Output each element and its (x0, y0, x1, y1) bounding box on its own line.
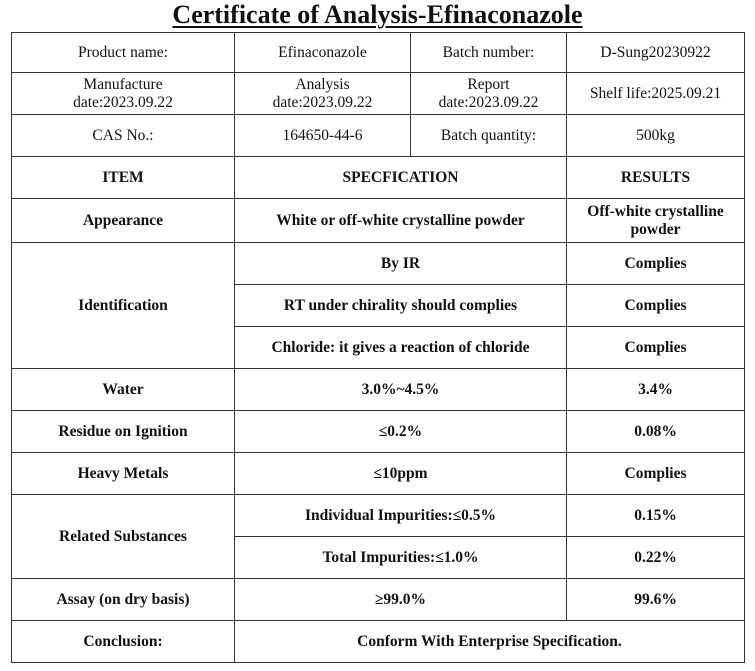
related-substances-spec-2: Total Impurities:≤1.0% (235, 537, 567, 579)
related-substances-result-1: 0.15% (567, 495, 745, 537)
assay-item: Assay (on dry basis) (12, 579, 235, 621)
cas-label: CAS No.: (12, 115, 235, 157)
batch-number-label: Batch number: (411, 33, 567, 73)
appearance-row (12, 199, 745, 243)
appearance-result (567, 199, 745, 243)
water-result: 3.4% (567, 369, 745, 411)
item-column-header: ITEM (12, 157, 235, 199)
identification-result-1: Complies (567, 243, 745, 285)
product-row (12, 33, 745, 73)
heavy-metals-result: Complies (567, 453, 745, 495)
analysis-date-cell (235, 73, 411, 115)
identification-item: Identification (12, 243, 235, 369)
water-item: Water (12, 369, 235, 411)
batch-quantity-label: Batch quantity: (411, 115, 567, 157)
manufacture-date-cell (12, 73, 235, 115)
manufacture-label: Manufacture (83, 75, 163, 93)
related-substances-spec-1: Individual Impurities:≤0.5% (235, 495, 567, 537)
manufacture-date: date:2023.09.22 (73, 93, 173, 111)
conclusion-text: Conform With Enterprise Specification. (235, 621, 745, 663)
heavy-metals-item: Heavy Metals (12, 453, 235, 495)
product-name-label: Product name: (12, 33, 235, 73)
water-spec: 3.0%~4.5% (235, 369, 567, 411)
related-substances-result-2: 0.22% (567, 537, 745, 579)
report-date: date:2023.09.22 (438, 93, 539, 111)
certificate-table (11, 32, 745, 663)
shelf-life-value: Shelf life:2025.09.21 (567, 73, 745, 115)
assay-result: 99.6% (567, 579, 745, 621)
results-column-header: RESULTS (567, 157, 745, 199)
dates-row (12, 73, 745, 115)
batch-number-value: D-Sung20230922 (567, 33, 745, 73)
cas-row (12, 115, 745, 157)
document-title: Certificate of Analysis-Efinaconazole (172, 0, 583, 29)
appearance-spec: White or off-white crystalline powder (235, 199, 567, 243)
identification-spec-2: RT under chirality should complies (235, 285, 567, 327)
heavy-metals-row (12, 453, 745, 495)
assay-row (12, 579, 745, 621)
residue-result: 0.08% (567, 411, 745, 453)
residue-item: Residue on Ignition (12, 411, 235, 453)
conclusion-label: Conclusion: (12, 621, 235, 663)
analysis-label: Analysis (295, 75, 350, 93)
assay-spec: ≥99.0% (235, 579, 567, 621)
report-date-cell (411, 73, 567, 115)
identification-result-3: Complies (567, 327, 745, 369)
heavy-metals-spec: ≤10ppm (235, 453, 567, 495)
identification-result-2: Complies (567, 285, 745, 327)
related-substances-item: Related Substances (12, 495, 235, 579)
residue-spec: ≤0.2% (235, 411, 567, 453)
analysis-date: date:2023.09.22 (272, 93, 373, 111)
appearance-item: Appearance (12, 199, 235, 243)
batch-quantity-value: 500kg (567, 115, 745, 157)
specification-column-header: SPECFICATION (235, 157, 567, 199)
appearance-result-line2: powder (630, 220, 681, 238)
residue-row (12, 411, 745, 453)
conclusion-row (12, 621, 745, 663)
water-row (12, 369, 745, 411)
cas-number: 164650-44-6 (235, 115, 411, 157)
related-substances-row-1 (12, 495, 745, 537)
identification-spec-1: By IR (235, 243, 567, 285)
identification-row-1 (12, 243, 745, 285)
appearance-result-line1: Off-white crystalline (587, 202, 724, 220)
report-label: Report (467, 75, 510, 93)
column-header-row (12, 157, 745, 199)
identification-spec-3: Chloride: it gives a reaction of chloride (235, 327, 567, 369)
product-name-value: Efinaconazole (235, 33, 411, 73)
